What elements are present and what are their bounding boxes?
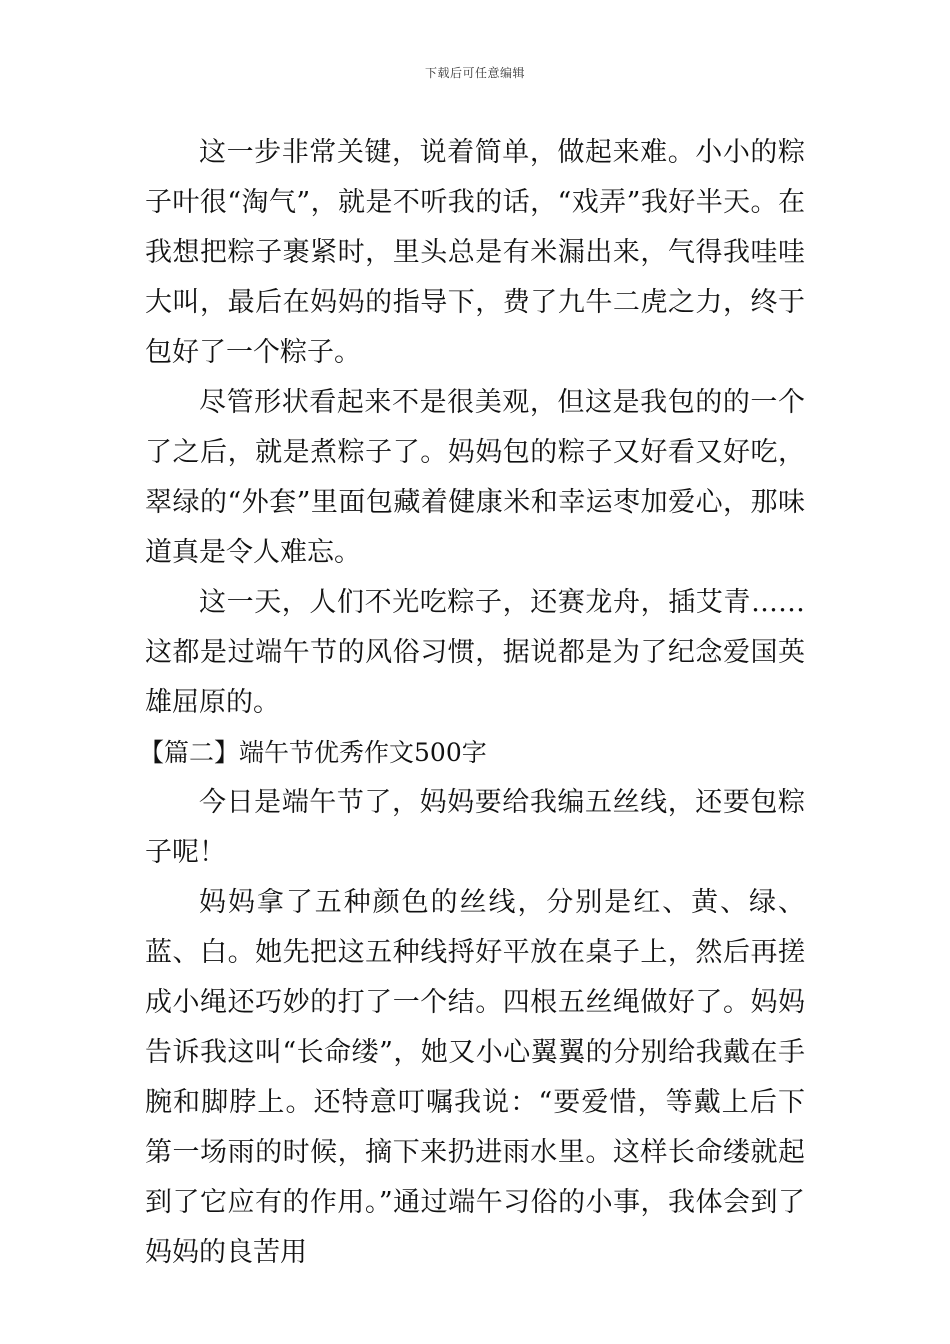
page-header-note: 下载后可任意编辑 bbox=[424, 66, 525, 80]
section-heading: 【篇二】端午节优秀作文500字 bbox=[139, 738, 487, 767]
paragraph: 妈妈拿了五种颜色的丝线，分别是红、黄、绿、蓝、白。她先把这五种线捋好平放在桌子上，然后再搓成小绳还巧妙的打了一个结。四根五丝绳做好了。妈妈告诉我这叫“长命缕”，她又小心翼翼的分别给我戴在手腕和脚脖上。还特意叮嘱我说：“要爱惜，等戴上后下第一场雨的时候，摘下来扔进雨水里。这样长命缕就起到了它应有的作用。”通过端午习俗的小事，我体会到了妈妈的良苦用 bbox=[145, 887, 805, 1268]
paragraph: 这一步非常关键，说着简单，做起来难。小小的粽子叶很“淘气”，就是不听我的话，“戏弄”我好半天。在我想把粽子裹紧时，里头总是有米漏出来，气得我哇哇大叫，最后在妈妈的指导下，费了九牛二虎之力，终于包好了一个粽子。 bbox=[145, 137, 805, 368]
paragraph: 尽管形状看起来不是很美观，但这是我包的的一个了之后，就是煮粽子了。妈妈包的粽子又好看又好吃，翠绿的“外套”里面包藏着健康米和幸运枣加爱心，那味道真是令人难忘。 bbox=[145, 387, 805, 568]
paragraph: 今日是端午节了，妈妈要给我编五丝线，还要包粽子呢！ bbox=[145, 787, 805, 868]
document-body bbox=[139, 128, 805, 1278]
paragraph: 这一天，人们不光吃粽子，还赛龙舟，插艾青……这都是过端午节的风俗习惯，据说都是为了纪念爱国英雄屈原的。 bbox=[145, 587, 805, 718]
